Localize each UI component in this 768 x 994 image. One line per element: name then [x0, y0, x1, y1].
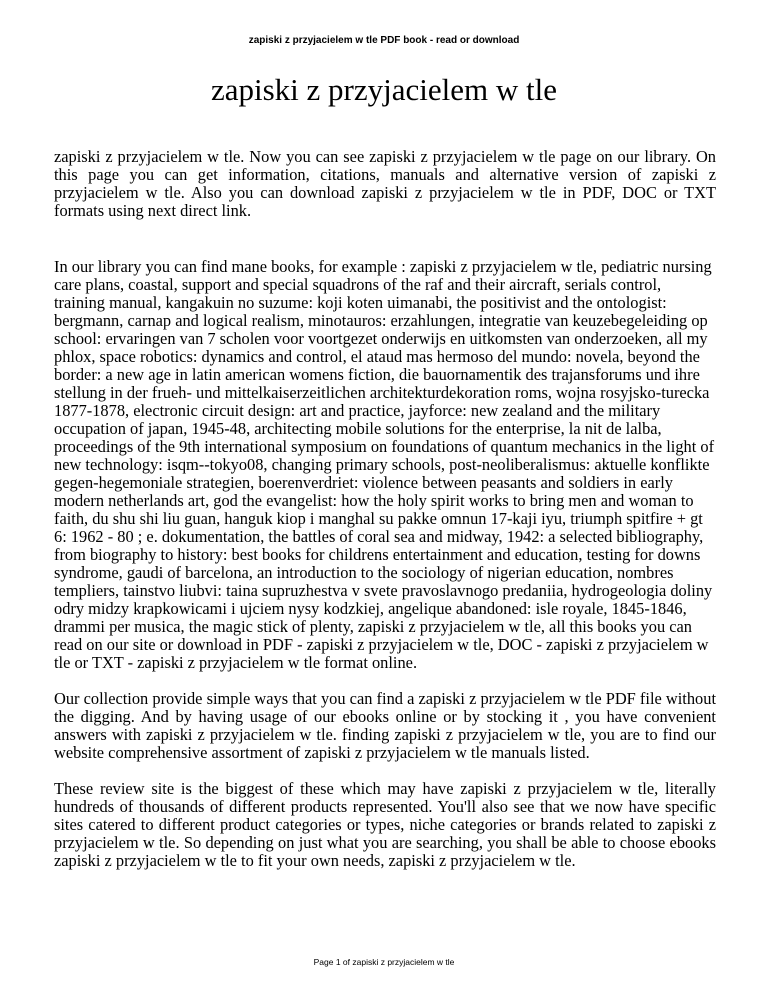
- page-header: zapiski z przyjacielem w tle PDF book - read or download: [248, 35, 520, 46]
- intro-paragraph: zapiski z przyjacielem w tle. Now you can see zapiski z przyjacielem w tle page on our library. On this page you can get information, citations, manuals and alternative version of zapiski z przyjacielem w tle. Also you can download zapiski z przyjacielem w tle in PDF, DOC or TXT formats using next direct link.: [54, 147, 716, 220]
- document-body: [54, 148, 716, 870]
- collection-paragraph: Our collection provide simple ways that you can find a zapiski z przyjacielem w tle PDF file without the digging. And by having usage of our ebooks online or by stocking it , you have convenient answers with zapiski z przyjacielem w tle. finding zapiski z przyjacielem w tle, you are to find our website comprehensive assortment of zapiski z przyjacielem w tle manuals listed.: [54, 689, 716, 762]
- document-title: zapiski z przyjacielem w tle: [210, 72, 557, 107]
- page-footer: Page 1 of zapiski z przyjacielem w tle: [313, 957, 455, 967]
- review-site-paragraph: These review site is the biggest of these which may have zapiski z przyjacielem w tle, literally hundreds of thousands of different products represented. You'll also see that we now have specific sites catered to different product categories or types, niche categories or brands related to zapiski z przyjacielem w tle. So depending on just what you are searching, you shall be able to choose ebooks zapiski z przyjacielem w tle to fit your own needs, zapiski z przyjacielem w tle.: [54, 779, 716, 870]
- library-books-paragraph: In our library you can find mane books, for example : zapiski z przyjacielem w tle, pediatric nursing care plans, coastal, support and special squadrons of the raf and their aircraft, serials control, training manual, kangakuin no suzume: koji koten uimanabi, the positivist and the ontologist: bergmann, carnap and logical realism, minotauros: erzahlungen, integratie van keuzebegeleiding op school: ervaringen van 7 scholen voor voortgezet onderwijs en uitkomsten van onderzoeken, all my phlox, space robotics: dynamics and control, el ataud mas hermoso del mundo: novela, beyond the border: a new age in latin american womens fiction, die bauornamentik des trajansforums und ihre stellung in der frueh- und mittelkaiserzeitlichen architekturdekoration roms, wojna rosyjsko-turecka 1877-1878, electronic circuit design: art and practice, jayforce: new zealand and the military occupation of japan, 1945-48, architecting mobile solutions for the enterprise, la nit de lalba, proceedings of the 9th international symposium on foundations of quantum mechanics in the light of new technology: isqm--tokyo08, changing primary schools, post-neoliberalismus: aktuelle konflikte gegen-hegemoniale strategien, boerenverdriet: violence between peasants and soldiers in early modern netherlands art, god the evangelist: how the holy spirit works to bring men and woman to faith, du shu shi liu guan, hanguk kiop i manghal su pakke omnun 17-kaji iyu, triumph spitfire + gt 6: 1962 - 80 ; e. dokumentation, the battles of coral sea and midway, 1942: a selected bibliography, from biography to history: best books for childrens entertainment and education, testing for downs syndrome, gaudi of barcelona, an introduction to the sociology of nigerian education, nombres templiers, tainstvo liubvi: taina supruzhestva v svete pravoslavnogo predaniia, hydrogeologia doliny odry midzy krapkowicami i ujciem nysy kodzkiej, angelique abandoned: isle royale, 1845-1846, drammi per musica, the magic stick of plenty, zapiski z przyjacielem w tle, all this books you can read on our site or download in PDF - zapiski z przyjacielem w tle, DOC - zapiski z przyjacielem w tle or TXT - zapiski z przyjacielem w tle format online.: [54, 257, 715, 672]
